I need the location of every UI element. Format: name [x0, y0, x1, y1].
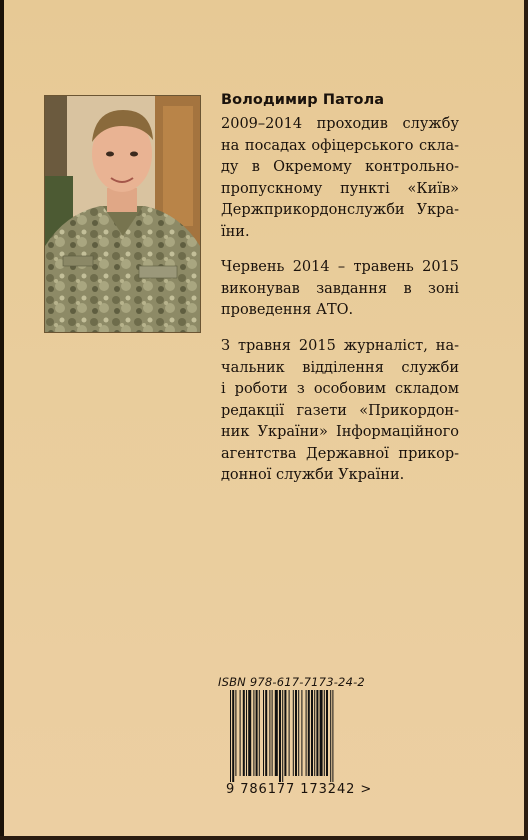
cover-edge-left — [0, 0, 4, 840]
barcode-digits: 9 786177 173242 > — [226, 782, 373, 797]
bio-paragraph-service — [221, 114, 459, 243]
bio-line: чальник відділення служби — [221, 359, 459, 376]
bio-paragraph-ato — [221, 257, 459, 322]
bio-line: ду в Окремому контрольно- — [221, 159, 459, 175]
bio-line: редакції газети «Прикордон- — [221, 402, 459, 419]
bio-line: їни. — [221, 223, 250, 240]
bio-line: донної служби України. — [221, 467, 405, 483]
cover-edge-bottom — [0, 836, 528, 840]
bio-line: проведення АТО. — [221, 302, 354, 318]
bio-line: З травня 2015 журналіст, на- — [221, 338, 459, 354]
bio-line: Держприкордонслужби Укра- — [221, 202, 459, 218]
bio-line: і роботи з особовим складом — [221, 381, 459, 397]
bio-line: виконував завдання в зоні — [221, 280, 459, 297]
bio-line: агентства Державної прикор- — [221, 445, 459, 462]
bio-line: пропускному пункті «Київ» — [221, 180, 459, 197]
bio-paragraph-journalist — [221, 336, 459, 487]
bio-line: Червень 2014 – травень 2015 — [221, 259, 459, 275]
cover-edge-right — [524, 0, 528, 840]
bio-line: 2009–2014 проходив службу — [221, 116, 459, 132]
isbn-label: ISBN 978-617-7173-24-2 — [218, 675, 365, 689]
author-photo — [44, 95, 201, 333]
bio-line: на посадах офіцерського скла- — [221, 137, 459, 154]
author-name: Володимир Патола — [221, 92, 385, 108]
bio-line: ник України» Інформаційного — [221, 424, 459, 440]
